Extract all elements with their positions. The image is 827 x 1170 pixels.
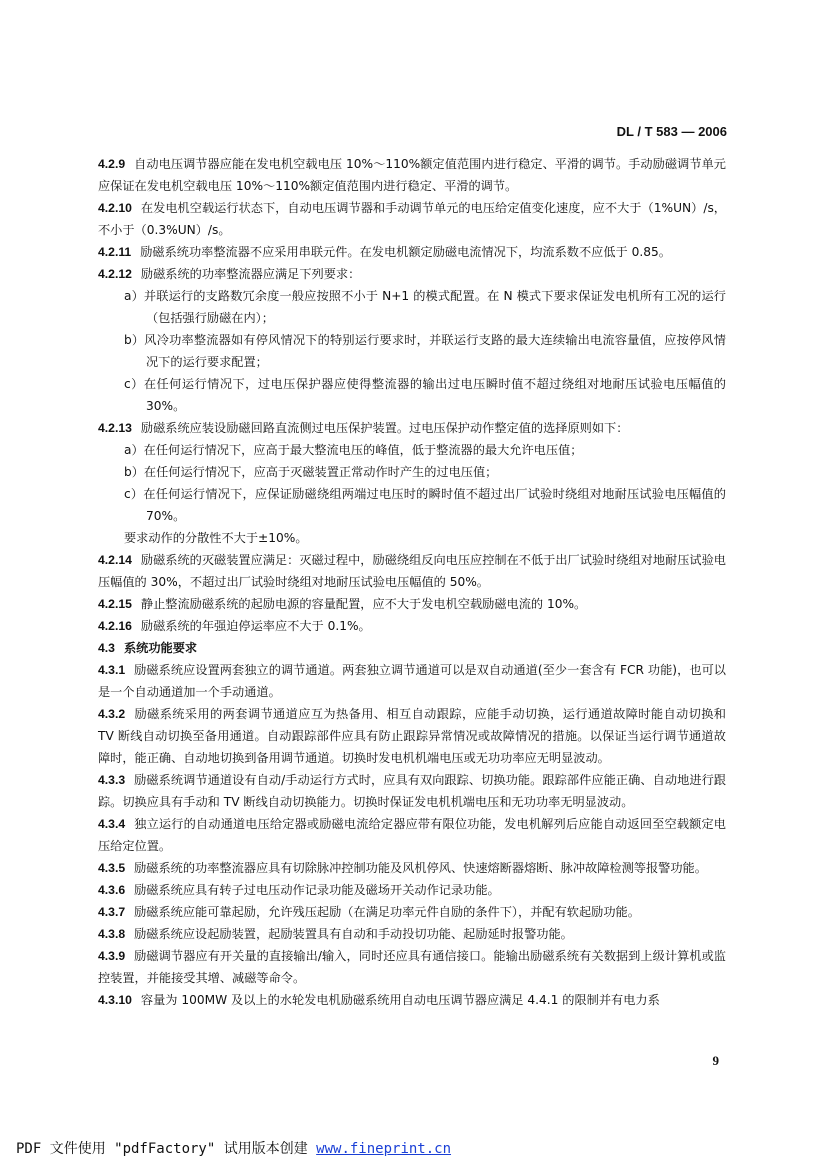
- clause-4-3-4: 4.3.4 独立运行的自动通道电压给定器或励磁电流给定器应带有限位功能，发电机解列后应能自动返回至空载额定电压给定位置。: [98, 817, 726, 853]
- clause-4-3-2: 4.3.2 励磁系统采用的两套调节通道应互为热备用、相互自动跟踪，应能手动切换，运行通道故障时能自动切换和 TV 断线自动切换至备用通道。自动跟踪部件应具有防止跟踪异常情况或故障情况的措施。以保证当运行调节通道故障时，能正确、自动地切换到备用调节通道。切换时发电机机端电压或无功功率应无明显波动。: [98, 707, 726, 765]
- clause-4-2-15: 4.2.15 静止整流励磁系统的起励电源的容量配置，应不大于发电机空载励磁电流的 10%。: [98, 597, 587, 611]
- clause-4-3-3: 4.3.3 励磁系统调节通道设有自动/手动运行方式时，应具有双向跟踪、切换功能。跟踪部件应能正确、自动地进行跟踪。切换应具有手动和 TV 断线自动切换能力。切换时保证发电机机端电压和无功功率无明显波动。: [98, 773, 726, 809]
- list-item: c）在任何运行情况下，应保证励磁绕组两端过电压时的瞬时值不超过出厂试验时绕组对地耐压试验电压幅值的 70%。: [124, 487, 726, 523]
- document-body: [98, 153, 726, 1011]
- clause-4-2-11: 4.2.11 励磁系统功率整流器不应采用串联元件。在发电机额定励磁电流情况下，均流系数不应低于 0.85。: [98, 245, 671, 259]
- clause-4-3-9: 4.3.9 励磁调节器应有开关量的直接输出/输入，同时还应具有通信接口。能输出励磁系统有关数据到上级计算机或监控装置，并能接受其增、减磁等命令。: [98, 949, 726, 985]
- clause-4-2-9: 4.2.9 自动电压调节器应能在发电机空载电压 10%～110%额定值范围内进行稳定、平滑的调节。手动励磁调节单元应保证在发电机空载电压 10%～110%额定值范围内进行稳定、平滑的调节。: [98, 157, 726, 193]
- section-heading: 4.3 系统功能要求: [98, 641, 198, 655]
- clause-4-3-6: 4.3.6 励磁系统应具有转子过电压动作记录功能及磁场开关动作记录功能。: [98, 883, 500, 897]
- clause-4-2-12: 4.2.12 励磁系统的功率整流器应满足下列要求：: [98, 267, 361, 281]
- list-item: a）在任何运行情况下，应高于最大整流电压的峰值，低于整流器的最大允许电压值；: [124, 443, 583, 457]
- clause-4-2-14: 4.2.14 励磁系统的灭磁装置应满足：灭磁过程中，励磁绕组反向电压应控制在不低于出厂试验时绕组对地耐压试验电压幅值的 30%，不超过出厂试验时绕组对地耐压试验电压幅值的 50%。: [98, 553, 726, 589]
- clause-4-2-16: 4.2.16 励磁系统的年强迫停运率应不大于 0.1%。: [98, 619, 371, 633]
- clause-4-3-1: 4.3.1 励磁系统应设置两套独立的调节通道。两套独立调节通道可以是双自动通道(至少一套含有 FCR 功能)，也可以是一个自动通道加一个手动通道。: [98, 663, 726, 699]
- clause-4-2-10: 4.2.10 在发电机空载运行状态下，自动电压调节器和手动调节单元的电压给定值变化速度，应不大于（1%UN）/s，不小于（0.3%UN）/s。: [98, 201, 726, 237]
- standard-code: DL / T 583 — 2006: [616, 124, 727, 139]
- list-item: b）风冷功率整流器如有停风情况下的特别运行要求时，并联运行支路的最大连续输出电流容量值，应按停风情况下的运行要求配置；: [124, 333, 726, 369]
- pdf-watermark: PDF 文件使用 "pdfFactory" 试用版本创建 www.fineprint.cn: [16, 1141, 452, 1157]
- list-item: a）并联运行的支路数冗余度一般应按照不小于 N+1 的模式配置。在 N 模式下要求保证发电机所有工况的运行（包括强行励磁在内）；: [124, 289, 726, 325]
- clause-4-3-10: 4.3.10 容量为 100MW 及以上的水轮发电机励磁系统用自动电压调节器应满足 4.4.1 的限制并有电力系: [98, 993, 660, 1007]
- clause-4-3-7: 4.3.7 励磁系统应能可靠起励，允许残压起励（在满足功率元件自励的条件下），并配有软起励功能。: [98, 905, 640, 919]
- clause-4-2-13: 4.2.13 励磁系统应装设励磁回路直流侧过电压保护装置。过电压保护动作整定值的选择原则如下：: [98, 421, 629, 435]
- clause-4-3-8: 4.3.8 励磁系统应设起励装置，起励装置具有自动和手动投切功能、起励延时报警功能。: [98, 927, 573, 941]
- clause-4-3-5: 4.3.5 励磁系统的功率整流器应具有切除脉冲控制功能及风机停风、快速熔断器熔断、脉冲故障检测等报警功能。: [98, 861, 707, 875]
- list-item: b）在任何运行情况下，应高于灭磁装置正常动作时产生的过电压值；: [124, 465, 498, 479]
- page-number: 9: [712, 1053, 719, 1068]
- list-item: c）在任何运行情况下，过电压保护器应使得整流器的输出过电压瞬时值不超过绕组对地耐压试验电压幅值的 30%。: [124, 377, 726, 413]
- fineprint-link[interactable]: www.fineprint.cn: [316, 1141, 452, 1157]
- clause-note: 要求动作的分散性不大于±10%。: [124, 531, 308, 545]
